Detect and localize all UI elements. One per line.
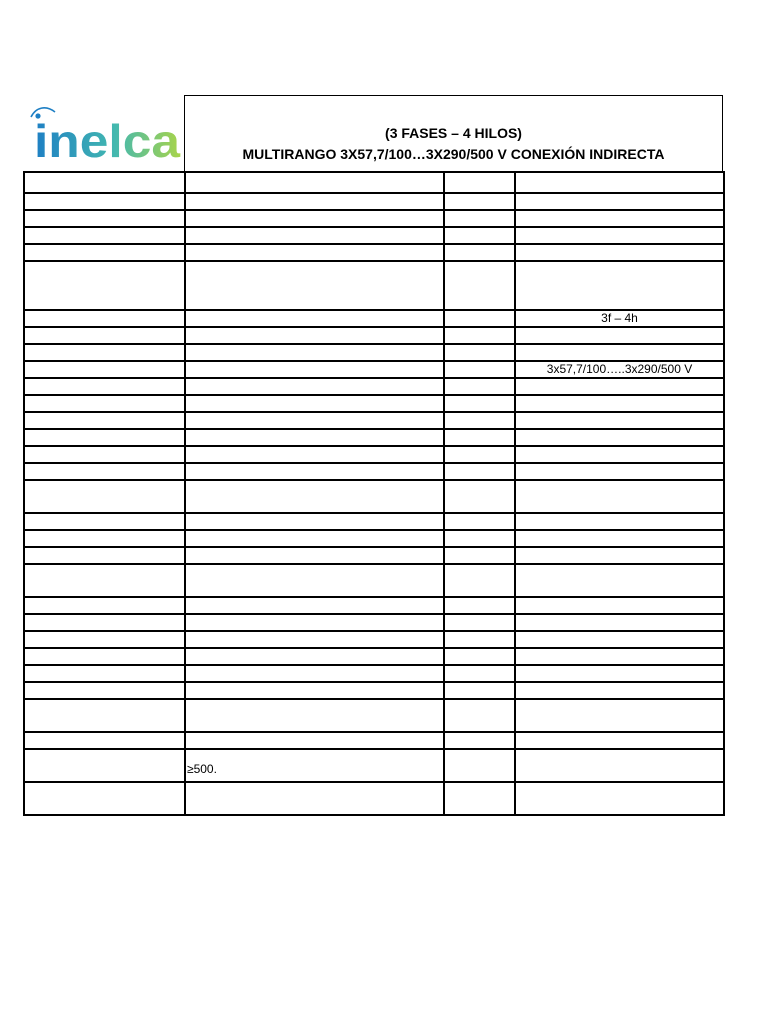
table-cell-param bbox=[24, 614, 185, 631]
table-cell-value bbox=[515, 172, 724, 193]
table-row bbox=[24, 210, 724, 227]
table-cell-value bbox=[515, 547, 724, 564]
table-cell-value bbox=[515, 412, 724, 429]
table-cell-unit bbox=[444, 648, 515, 665]
table-row bbox=[24, 429, 724, 446]
table-cell-value bbox=[515, 378, 724, 395]
table-cell-spec bbox=[185, 227, 444, 244]
table-cell-value bbox=[515, 597, 724, 614]
table-cell-unit bbox=[444, 327, 515, 344]
table-cell-param bbox=[24, 749, 185, 782]
table-cell-spec bbox=[185, 530, 444, 547]
table-row bbox=[24, 344, 724, 361]
table-row bbox=[24, 530, 724, 547]
table-cell-param bbox=[24, 530, 185, 547]
document-header bbox=[184, 95, 723, 172]
table-cell-value bbox=[515, 344, 724, 361]
table-cell-unit bbox=[444, 614, 515, 631]
table-cell-value bbox=[515, 361, 724, 378]
table-row bbox=[24, 597, 724, 614]
table-cell-unit bbox=[444, 682, 515, 699]
table-cell-param bbox=[24, 227, 185, 244]
table-cell-param bbox=[24, 597, 185, 614]
table-cell-unit bbox=[444, 361, 515, 378]
table-cell-param bbox=[24, 648, 185, 665]
table-cell-spec bbox=[185, 782, 444, 815]
table-cell-value bbox=[515, 614, 724, 631]
table-cell-value bbox=[515, 648, 724, 665]
table-cell-param bbox=[24, 699, 185, 732]
table-cell-spec bbox=[185, 648, 444, 665]
table-cell-unit bbox=[444, 530, 515, 547]
table-cell-spec bbox=[185, 614, 444, 631]
table-cell-spec bbox=[185, 463, 444, 480]
table-row bbox=[24, 699, 724, 732]
table-cell-unit bbox=[444, 261, 515, 310]
table-cell-unit bbox=[444, 446, 515, 463]
table-cell-value bbox=[515, 665, 724, 682]
table-cell-spec bbox=[185, 446, 444, 463]
table-cell-param bbox=[24, 547, 185, 564]
table-cell-param bbox=[24, 429, 185, 446]
table-cell-value bbox=[515, 244, 724, 261]
table-cell-param bbox=[24, 463, 185, 480]
table-cell-param bbox=[24, 682, 185, 699]
table-row bbox=[24, 463, 724, 480]
table-cell-value bbox=[515, 564, 724, 597]
table-cell-spec bbox=[185, 412, 444, 429]
table-row bbox=[24, 261, 724, 310]
table-cell-unit bbox=[444, 227, 515, 244]
table-cell-spec bbox=[185, 682, 444, 699]
table-cell-unit bbox=[444, 210, 515, 227]
page-title: (3 FASES – 4 HILOS) bbox=[385, 125, 522, 141]
table-cell-param bbox=[24, 732, 185, 749]
table-cell-unit bbox=[444, 631, 515, 648]
table-cell-spec bbox=[185, 361, 444, 378]
table-cell-spec bbox=[185, 631, 444, 648]
table-cell-unit bbox=[444, 193, 515, 210]
table-cell-spec bbox=[185, 210, 444, 227]
page-subtitle: MULTIRANGO 3X57,7/100…3X290/500 V CONEXIÓN INDIRECTA bbox=[242, 146, 665, 162]
table-cell-spec bbox=[185, 244, 444, 261]
table-cell-unit bbox=[444, 310, 515, 327]
table-cell-param bbox=[24, 210, 185, 227]
table-cell-value bbox=[515, 395, 724, 412]
table-cell-spec bbox=[185, 480, 444, 513]
table-row bbox=[24, 648, 724, 665]
table-cell-param bbox=[24, 361, 185, 378]
cell-text: ≥500. bbox=[187, 762, 217, 776]
table-cell-spec bbox=[185, 513, 444, 530]
table-cell-spec bbox=[185, 547, 444, 564]
table-cell-value bbox=[515, 310, 724, 327]
table-cell-param bbox=[24, 261, 185, 310]
table-cell-spec bbox=[185, 344, 444, 361]
spec-table bbox=[23, 171, 725, 816]
table-cell-param bbox=[24, 327, 185, 344]
table-cell-spec bbox=[185, 193, 444, 210]
table-row bbox=[24, 327, 724, 344]
table-cell-value bbox=[515, 193, 724, 210]
table-cell-spec bbox=[185, 172, 444, 193]
table-row bbox=[24, 172, 724, 193]
table-cell-value bbox=[515, 210, 724, 227]
table-row bbox=[24, 665, 724, 682]
table-cell-value bbox=[515, 513, 724, 530]
table-cell-spec bbox=[185, 261, 444, 310]
table-cell-value bbox=[515, 327, 724, 344]
table-cell-spec bbox=[185, 665, 444, 682]
table-cell-unit bbox=[444, 344, 515, 361]
table-cell-unit bbox=[444, 547, 515, 564]
table-cell-unit bbox=[444, 732, 515, 749]
table-cell-value bbox=[515, 227, 724, 244]
inelca-logo-mark bbox=[28, 104, 184, 166]
table-cell-param bbox=[24, 564, 185, 597]
table-cell-spec bbox=[185, 564, 444, 597]
table-row bbox=[24, 310, 724, 327]
table-cell-unit bbox=[444, 665, 515, 682]
table-row bbox=[24, 513, 724, 530]
table-row bbox=[24, 412, 724, 429]
table-row bbox=[24, 749, 724, 782]
table-cell-unit bbox=[444, 480, 515, 513]
table-row bbox=[24, 446, 724, 463]
table-cell-unit bbox=[444, 244, 515, 261]
table-cell-param bbox=[24, 446, 185, 463]
table-cell-param bbox=[24, 782, 185, 815]
table-cell-value bbox=[515, 749, 724, 782]
table-cell-param bbox=[24, 665, 185, 682]
table-cell-value bbox=[515, 480, 724, 513]
table-cell-unit bbox=[444, 749, 515, 782]
inelca-logo bbox=[28, 104, 184, 166]
table-cell-param bbox=[24, 412, 185, 429]
table-cell-param bbox=[24, 244, 185, 261]
table-cell-spec bbox=[185, 429, 444, 446]
cell-text: 3f – 4h bbox=[601, 311, 638, 325]
table-row bbox=[24, 227, 724, 244]
table-cell-unit bbox=[444, 378, 515, 395]
spec-table-body bbox=[24, 172, 724, 815]
table-cell-unit bbox=[444, 782, 515, 815]
table-cell-spec bbox=[185, 699, 444, 732]
table-cell-unit bbox=[444, 597, 515, 614]
table-row bbox=[24, 480, 724, 513]
table-row bbox=[24, 378, 724, 395]
table-cell-spec bbox=[185, 327, 444, 344]
table-cell-value bbox=[515, 429, 724, 446]
table-cell-spec bbox=[185, 310, 444, 327]
table-row bbox=[24, 782, 724, 815]
table-row bbox=[24, 682, 724, 699]
table-cell-value bbox=[515, 463, 724, 480]
logo-wordmark: inelca bbox=[34, 115, 181, 166]
table-cell-param bbox=[24, 631, 185, 648]
table-cell-spec bbox=[185, 597, 444, 614]
table-cell-param bbox=[24, 344, 185, 361]
table-cell-unit bbox=[444, 429, 515, 446]
cell-text: 3x57,7/100…..3x290/500 V bbox=[546, 362, 693, 376]
table-row bbox=[24, 361, 724, 378]
table-cell-value bbox=[515, 530, 724, 547]
table-cell-param bbox=[24, 395, 185, 412]
table-cell-value bbox=[515, 682, 724, 699]
table-row bbox=[24, 193, 724, 210]
table-row bbox=[24, 547, 724, 564]
table-cell-spec bbox=[185, 378, 444, 395]
table-cell-unit bbox=[444, 395, 515, 412]
table-cell-param bbox=[24, 172, 185, 193]
table-cell-value bbox=[515, 261, 724, 310]
table-cell-value bbox=[515, 732, 724, 749]
table-cell-spec bbox=[185, 749, 444, 782]
table-row bbox=[24, 564, 724, 597]
table-row bbox=[24, 395, 724, 412]
table-cell-unit bbox=[444, 463, 515, 480]
table-cell-value bbox=[515, 782, 724, 815]
table-cell-spec bbox=[185, 395, 444, 412]
table-cell-unit bbox=[444, 699, 515, 732]
table-row bbox=[24, 244, 724, 261]
table-cell-value bbox=[515, 446, 724, 463]
table-cell-param bbox=[24, 513, 185, 530]
table-cell-param bbox=[24, 378, 185, 395]
table-cell-unit bbox=[444, 564, 515, 597]
table-cell-param bbox=[24, 310, 185, 327]
table-row bbox=[24, 732, 724, 749]
table-cell-value bbox=[515, 699, 724, 732]
table-row bbox=[24, 614, 724, 631]
table-cell-unit bbox=[444, 412, 515, 429]
table-cell-value bbox=[515, 631, 724, 648]
table-cell-spec bbox=[185, 732, 444, 749]
table-cell-param bbox=[24, 480, 185, 513]
table-cell-unit bbox=[444, 513, 515, 530]
table-row bbox=[24, 631, 724, 648]
table-cell-unit bbox=[444, 172, 515, 193]
table-cell-param bbox=[24, 193, 185, 210]
